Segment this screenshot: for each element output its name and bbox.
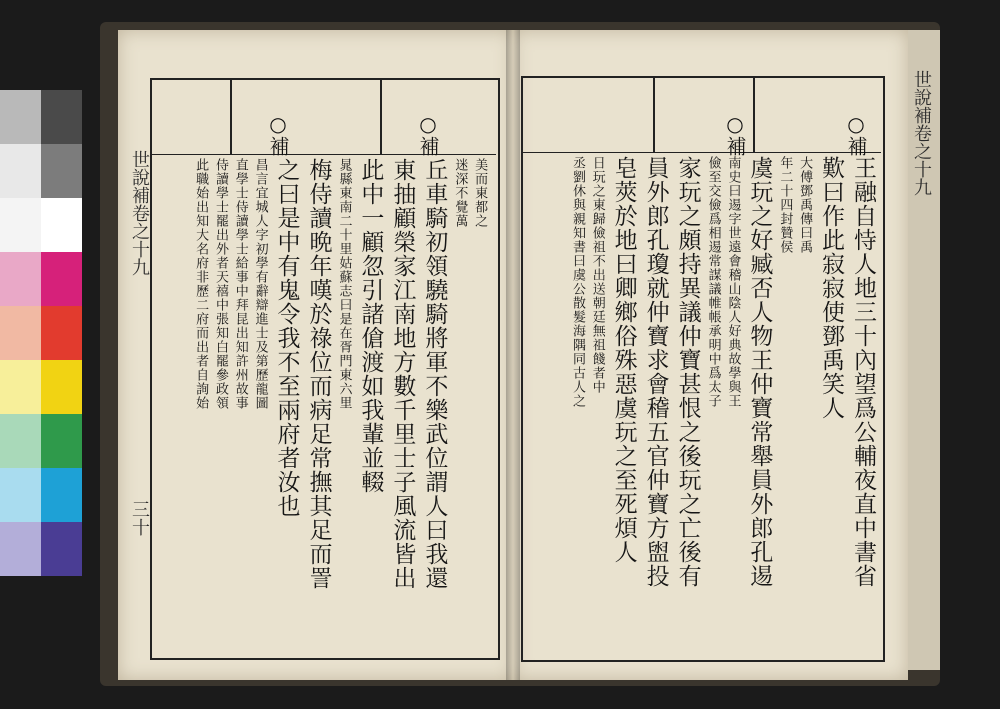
right-text-column: 年二十四封贊侯	[777, 156, 793, 254]
right-text-column: 儉至交儉爲相逷常謀議帷帳承明中爲太子	[705, 156, 721, 408]
color-swatch	[0, 414, 41, 468]
color-swatch	[41, 90, 82, 144]
right-text-column: 大傅鄧禹傳曰禹	[797, 156, 813, 254]
left-edge-title: 世說補卷之十九	[129, 150, 150, 276]
right-marker-2: ○補	[723, 112, 747, 156]
color-swatch	[41, 306, 82, 360]
left-text-column: 此職始出知大名府非歷二府而出者自詢始	[193, 158, 209, 410]
right-text-column: 皂莢於地曰卿鄉俗殊惡虞玩之至死煩人	[610, 156, 637, 564]
left-text-column: 侍讀學士罷出外者天禧中張知白罷參政領	[212, 158, 228, 410]
color-swatch	[0, 252, 41, 306]
left-text-column: 東抽顧榮家江南地方數千里士子風流皆出	[389, 158, 416, 590]
edge-title: 世說補卷之十九	[911, 70, 932, 196]
right-header-band	[523, 78, 881, 153]
color-swatch	[41, 198, 82, 252]
right-text-column: 丞劉休與親知書曰虞公散髮海隅同古人之	[569, 156, 585, 408]
color-swatch	[41, 414, 82, 468]
left-text-column: 昌言宜城人字初學有辭辯進士及第歷龍圖	[252, 158, 268, 410]
color-swatch	[0, 306, 41, 360]
left-text-column: 迷深不覺萬	[452, 158, 468, 228]
color-swatch	[0, 90, 41, 144]
right-text-column: 家玩之頗持異議仲寶甚恨之後玩之亡後有	[674, 156, 701, 588]
left-text-column: 丘車騎初領驍騎將軍不樂武位謂人曰我還	[421, 158, 448, 590]
right-text-column: 王融自恃人地三十內望爲公輔夜直中書省	[850, 156, 876, 588]
right-text-column: 員外郎孔瓊就仲寶求會稽五官仲寶方盥投	[642, 156, 669, 588]
left-marker-2: ○補	[266, 112, 290, 156]
color-swatch	[0, 144, 41, 198]
right-text-column: 日玩之東歸儉祖不出送朝廷無祖餞者中	[589, 156, 605, 394]
color-swatch	[41, 522, 82, 576]
left-header-band	[152, 80, 496, 155]
color-swatch	[41, 144, 82, 198]
color-swatch	[0, 360, 41, 414]
left-text-column: 晁縣東南二十里姑蘇志曰是在胥門東六里	[336, 158, 352, 410]
right-text-column: 虞玩之好臧否人物王仲寶常舉員外郎孔逷	[746, 156, 773, 588]
color-calibration-strip	[0, 90, 82, 576]
left-text-column: 之曰是中有鬼令我不至兩府者汝也	[273, 158, 300, 518]
color-swatch	[0, 522, 41, 576]
left-marker-1: ○補	[416, 112, 440, 156]
left-text-column: 此中一顧忽引諸傖渡如我輩並輟	[357, 158, 384, 494]
left-text-column: 梅侍讀晩年嘆於祿位而病足常撫其足而詈	[305, 158, 332, 590]
color-swatch	[0, 468, 41, 522]
gutter	[506, 30, 520, 680]
right-text-column: 歎曰作此寂寂使鄧禹笑人	[818, 156, 844, 420]
right-text-column: 南史曰逷字世遠會稽山陰人好典故學與王	[725, 156, 741, 408]
left-page	[118, 30, 513, 680]
left-text-column: 直學士侍讀學士給事中拜昆出知許州故事	[232, 158, 248, 410]
color-swatch	[0, 198, 41, 252]
left-edge-page-number: 三十	[129, 500, 150, 536]
right-page	[513, 30, 908, 680]
color-swatch	[41, 252, 82, 306]
color-swatch	[41, 468, 82, 522]
left-text-column: 美而東都之	[472, 158, 488, 228]
color-swatch	[41, 360, 82, 414]
right-marker-1: ○補	[844, 112, 868, 156]
